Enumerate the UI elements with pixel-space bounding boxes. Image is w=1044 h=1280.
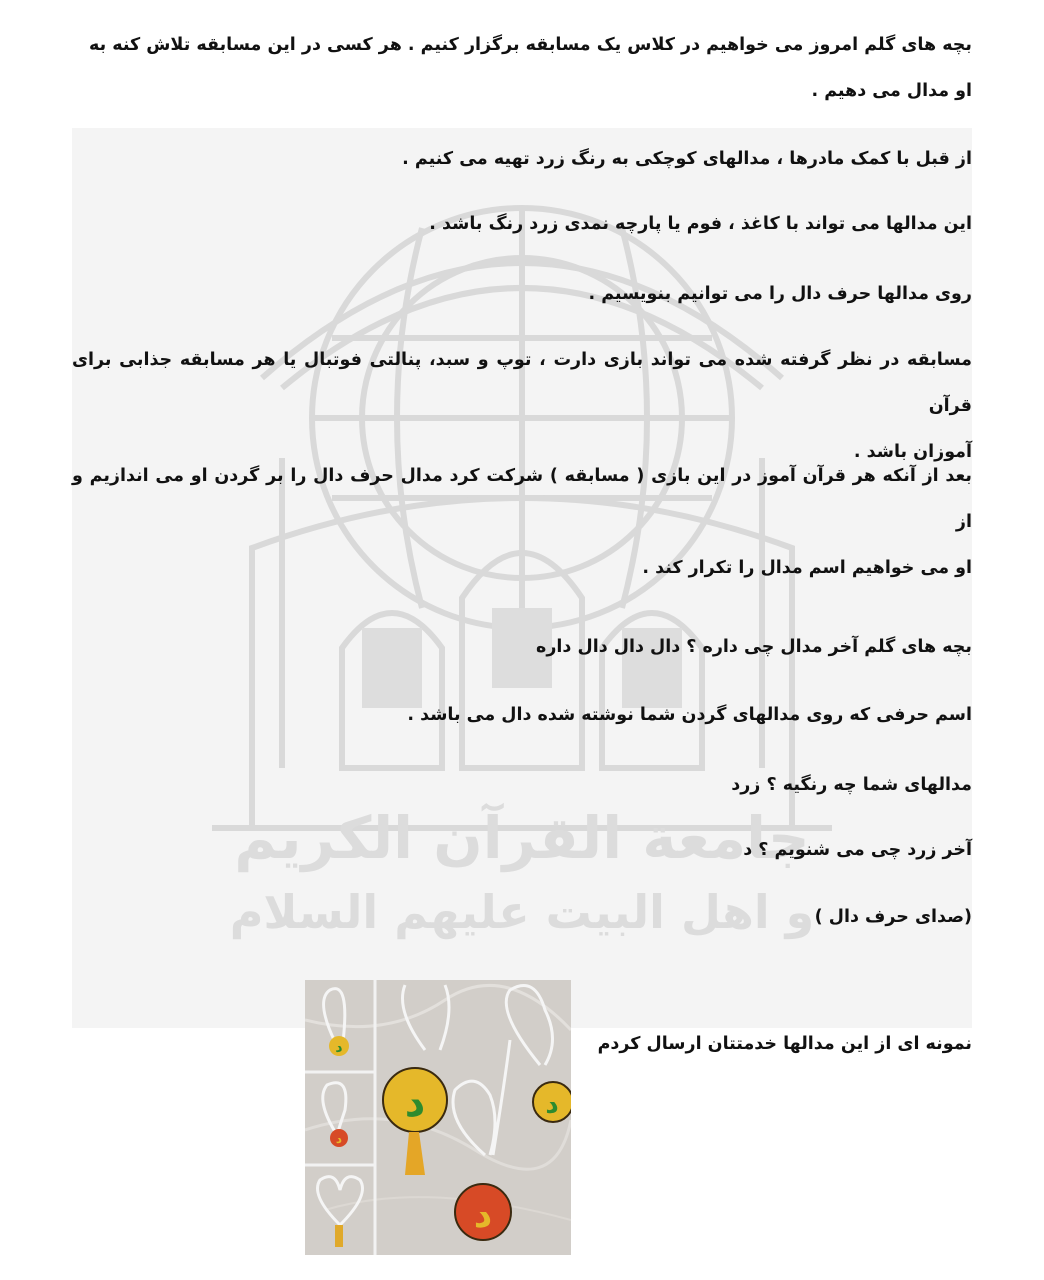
paragraph-6 bbox=[72, 453, 972, 591]
medal-letter: د bbox=[545, 1090, 559, 1120]
watermark-line1: جامعة القرآن الكريم bbox=[234, 804, 810, 872]
text-line: بعد از آنکه هر قرآن آموز در این بازی ( مسابقه ) شرکت کرد مدال حرف دال را بر گردن او می اندازیم و از bbox=[72, 466, 972, 532]
text-line: آموزان باشد . bbox=[853, 442, 972, 462]
text-line: از قبل با کمک مادرها ، مدالهای کوچکی به رنگ زرد تهیه می کنیم . bbox=[402, 149, 972, 169]
paragraph-4 bbox=[72, 271, 972, 317]
paragraph-10 bbox=[72, 827, 972, 873]
text-line: این مدالها می تواند با کاغذ ، فوم یا پارچه نمدی زرد رنگ باشد . bbox=[429, 214, 972, 234]
medal-letter: د bbox=[335, 1040, 343, 1056]
paragraph-2 bbox=[72, 136, 972, 182]
text-line: روی مدالها حرف دال را می توانیم بنویسیم . bbox=[588, 284, 972, 304]
text-line: آخر زرد چی می شنویم ؟ د bbox=[743, 840, 972, 860]
text-line: اسم حرفی که روی مدالهای گردن شما نوشته شده دال می باشد . bbox=[407, 705, 972, 725]
text-line: او می خواهیم اسم مدال را تکرار کند . bbox=[642, 558, 972, 578]
medals-photo bbox=[305, 980, 571, 1255]
text-line: مدالهای شما چه رنگیه ؟ زرد bbox=[731, 775, 972, 795]
text-line: مسابقه در نظر گرفته شده می تواند بازی دارت ، توپ و سبد، پنالتی فوتبال یا هر مسابقه جذابی برای قرآن bbox=[72, 350, 972, 416]
paragraph-11 bbox=[72, 894, 972, 940]
medal-letter: د bbox=[335, 1132, 343, 1146]
paragraph-7 bbox=[72, 624, 972, 670]
watermark-line2: و اهل البيت عليهم السلام bbox=[229, 885, 815, 939]
medal-letter: د bbox=[404, 1080, 426, 1126]
paragraph-3 bbox=[72, 201, 972, 247]
text-line: بچه های گلم آخر مدال چی داره ؟ دال دال دال داره bbox=[536, 637, 972, 657]
paragraph-9 bbox=[72, 762, 972, 808]
text-line: او مدال می دهیم . bbox=[811, 81, 972, 101]
text-line: نمونه ای از این مدالها خدمتتان ارسال کردم bbox=[597, 1034, 972, 1054]
medal-letter: د bbox=[473, 1195, 493, 1236]
paragraph-1 bbox=[72, 22, 972, 114]
paragraph-8 bbox=[72, 692, 972, 738]
text-line: (صدای حرف دال ) bbox=[814, 907, 972, 927]
text-line: بچه های گلم امروز می خواهیم در کلاس یک مسابقه برگزار کنیم . هر کسی در این مسابقه تلاش کنه به bbox=[88, 35, 972, 55]
